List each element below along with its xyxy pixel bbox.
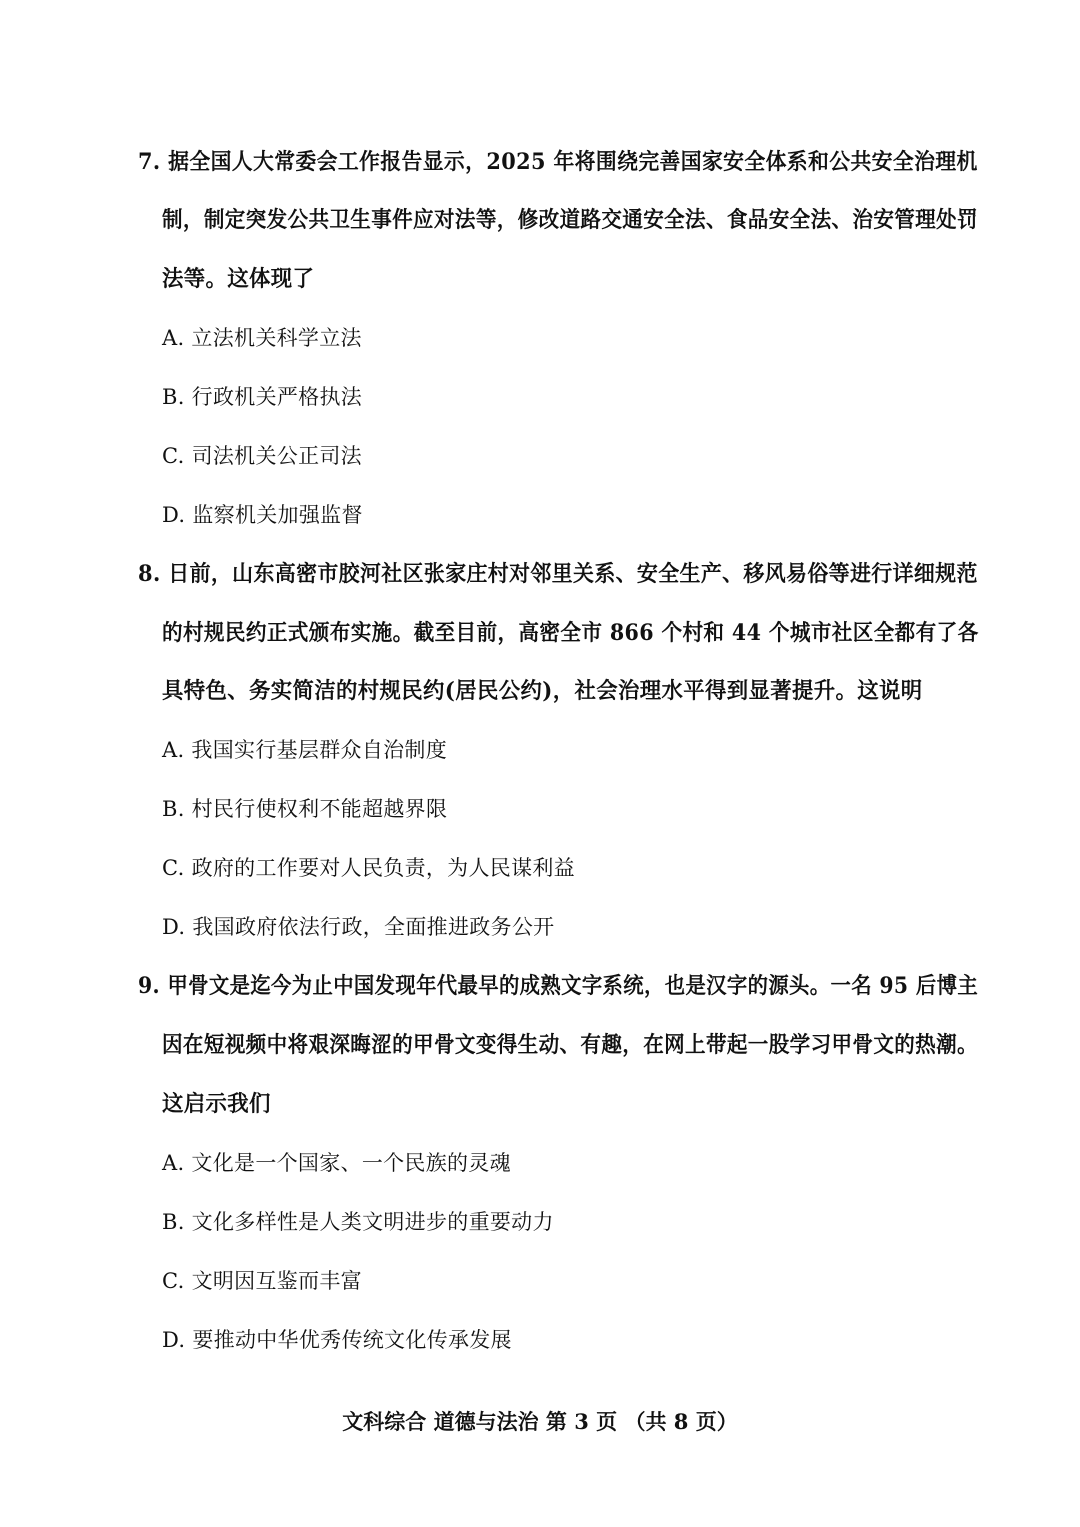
question-9-line-3: 这启示我们 [162, 1091, 271, 1117]
question-7-line-2: 制，制定突发公共卫生事件应对法等，修改道路交通安全法、食品安全法、治安管理处罚 [162, 207, 978, 233]
question-7-line-3: 法等。这体现了 [162, 266, 315, 292]
question-9-line-1: 9. 甲骨文是迄今为止中国发现年代最早的成熟文字系统，也是汉字的源头。一名 95 后博主 [138, 973, 979, 999]
question-9-option-b: B. 文化多样性是人类文明进步的重要动力 [162, 1210, 554, 1234]
question-9-option-c: C. 文明因互鉴而丰富 [162, 1269, 362, 1293]
question-9-option-a: A. 文化是一个国家、一个民族的灵魂 [162, 1151, 511, 1175]
question-8-line-1: 8. 日前，山东高密市胶河社区张家庄村对邻里关系、安全生产、移风易俗等进行详细规范 [138, 561, 978, 587]
question-8-option-d: D. 我国政府依法行政，全面推进政务公开 [162, 915, 555, 939]
page-footer: 文科综合 道德与法治 第 3 页 （共 8 页） [342, 1409, 738, 1434]
question-7-option-b: B. 行政机关严格执法 [162, 385, 363, 409]
question-7-option-c: C. 司法机关公正司法 [162, 444, 362, 468]
question-8-line-3: 具特色、务实简洁的村规民约(居民公约)，社会治理水平得到显著提升。这说明 [162, 678, 923, 704]
question-9-option-d: D. 要推动中华优秀传统文化传承发展 [162, 1328, 512, 1352]
question-8-line-2: 的村规民约正式颁布实施。截至目前，高密全市 866 个村和 44 个城市社区全都有了各 [162, 620, 979, 646]
question-9-line-2: 因在短视频中将艰深晦涩的甲骨文变得生动、有趣，在网上带起一股学习甲骨文的热潮。 [162, 1032, 978, 1058]
question-8-option-c: C. 政府的工作要对人民负责，为人民谋利益 [162, 856, 575, 880]
question-7-option-a: A. 立法机关科学立法 [162, 326, 362, 350]
question-8-option-a: A. 我国实行基层群众自治制度 [162, 738, 448, 762]
question-7-option-d: D. 监察机关加强监督 [162, 503, 363, 527]
question-7-line-1: 7. 据全国人大常委会工作报告显示，2025 年将围绕完善国家安全体系和公共安全治理机 [138, 149, 978, 175]
question-8-option-b: B. 村民行使权利不能超越界限 [162, 797, 448, 821]
